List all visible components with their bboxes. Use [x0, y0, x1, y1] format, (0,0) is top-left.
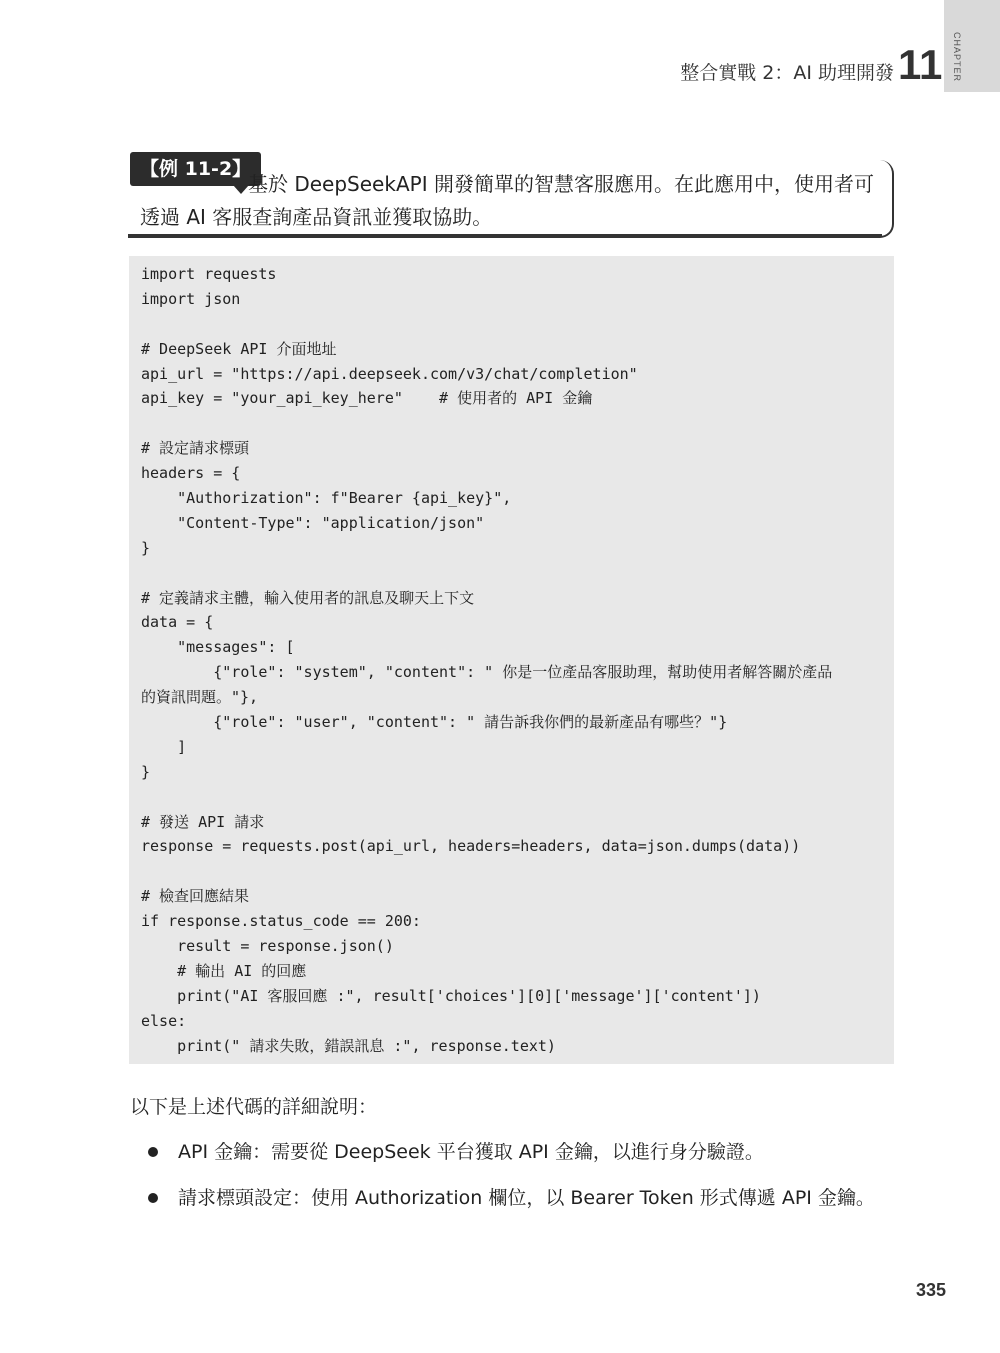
code-line: # 輸出 AI 的回應 — [141, 961, 307, 980]
explanation-intro: 以下是上述代碼的詳細說明： — [130, 1096, 378, 1118]
code-line: import json — [141, 289, 241, 308]
code-line: data = { — [141, 613, 214, 632]
code-line: # 發送 API 請求 — [141, 812, 265, 831]
example-frame-bottom — [128, 234, 882, 236]
bullet-item — [148, 1138, 875, 1184]
code-line: {"role": "system", "content": " 你是一位產品客服助理，幫助使用者解答關於產品 — [141, 663, 833, 682]
code-line: "Authorization": f"Bearer {api_key}", — [141, 489, 512, 508]
code-line: headers = { — [141, 464, 241, 483]
code-lines — [141, 262, 881, 1059]
code-line: "messages": [ — [141, 638, 295, 657]
code-line: print("AI 客服回應 :", result['choices'][0]['message']['content']) — [141, 986, 761, 1005]
code-line: } — [141, 762, 151, 781]
example-tag: 【例 11-2】 — [130, 152, 261, 186]
code-line: "Content-Type": "application/json" — [141, 513, 485, 532]
code-line: response = requests.post(api_url, headers=headers, data=json.dumps(data)) — [141, 837, 801, 856]
bullet-text: 請求標頭設定：使用 Authorization 欄位，以 Bearer Token 形式傳遞 API 金鑰。 — [178, 1187, 875, 1209]
code-line: # 檢查回應結果 — [141, 887, 250, 906]
chapter-number: 11 — [898, 41, 943, 88]
page-number: 335 — [916, 1280, 947, 1300]
code-line: if response.status_code == 200: — [141, 912, 421, 931]
code-line: # 定義請求主體，輸入使用者的訊息及聊天上下文 — [141, 588, 475, 607]
code-line: api_key = "your_api_key_here" # 使用者的 API 金鑰 — [141, 389, 593, 408]
code-line: result = response.json() — [141, 937, 394, 956]
code-line: 的資訊問題。"}, — [141, 688, 259, 707]
code-line: import requests — [141, 265, 277, 283]
code-line — [141, 312, 881, 337]
code-line: print(" 請求失敗，錯誤訊息 :", response.text) — [141, 1036, 556, 1055]
explanation-list — [148, 1138, 875, 1230]
example-description: 基於 DeepSeekAPI 開發簡單的智慧客服應用。在此應用中，使用者可透過 AI 客服查詢產品資訊並獲取協助。 — [140, 172, 874, 229]
bullet-dot-icon — [148, 1147, 158, 1157]
code-line — [141, 785, 881, 810]
chapter-label: CHAPTER — [952, 32, 962, 83]
code-line: ] — [141, 737, 187, 756]
code-line: api_url = "https://api.deepseek.com/v3/chat/completion" — [141, 364, 638, 383]
code-line — [141, 561, 881, 586]
code-line: } — [141, 538, 151, 557]
code-line: # 設定請求標頭 — [141, 439, 250, 458]
code-line — [141, 859, 881, 884]
bullet-text: API 金鑰：需要從 DeepSeek 平台獲取 API 金鑰，以進行身分驗證。 — [178, 1141, 764, 1163]
code-line: {"role": "user", "content": " 請告訴我你們的最新產品有哪些？"} — [141, 713, 728, 732]
bullet-dot-icon — [148, 1193, 158, 1203]
running-header-title: 整合實戰 2：AI 助理開發 — [680, 62, 894, 84]
bullet-item — [148, 1184, 875, 1230]
code-line — [141, 411, 881, 436]
code-line: else: — [141, 1011, 187, 1030]
code-line: # DeepSeek API 介面地址 — [141, 339, 337, 358]
